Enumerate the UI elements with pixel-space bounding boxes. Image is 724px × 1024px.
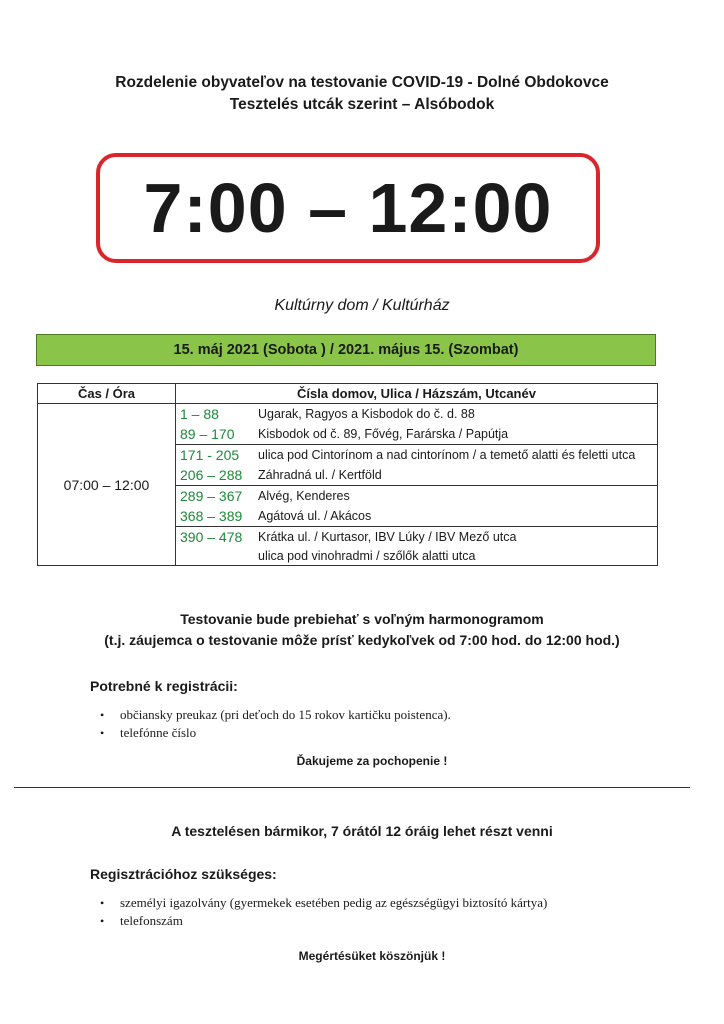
bullet-icon: • bbox=[100, 895, 105, 910]
date-band bbox=[36, 334, 656, 366]
list-item bbox=[100, 912, 547, 930]
house-range: 89 – 170 bbox=[180, 426, 235, 442]
house-range: 368 – 389 bbox=[180, 508, 243, 524]
house-range: 390 – 478 bbox=[180, 529, 243, 545]
list-item bbox=[100, 706, 451, 724]
req-text: telefonszám bbox=[120, 913, 183, 928]
date-text: 15. máj 2021 (Sobota ) / 2021. május 15. (Szombat) bbox=[173, 342, 519, 358]
house-range: 289 – 367 bbox=[180, 488, 243, 504]
hu-req-heading: Regisztrációhoz szükséges: bbox=[90, 866, 277, 882]
time-banner bbox=[96, 153, 600, 263]
street-desc: Ugarak, Ragyos a Kisbodok do č. d. 88 bbox=[258, 407, 475, 421]
street-desc: Krátka ul. / Kurtasor, IBV Lúky / IBV Mező utca bbox=[258, 530, 517, 544]
hu-note: A tesztelésen bármikor, 7 órától 12 óráig lehet részt venni bbox=[171, 823, 553, 839]
time-cell: 07:00 – 12:00 bbox=[38, 404, 176, 566]
venue: Kultúrny dom / Kultúrház bbox=[274, 297, 450, 314]
street-desc: Záhradná ul. / Kertföld bbox=[258, 468, 382, 482]
schedule-table bbox=[37, 383, 658, 566]
req-text: občiansky preukaz (pri deťoch do 15 rokov kartičku poistenca). bbox=[120, 707, 451, 722]
time-banner-text: 7:00 – 12:00 bbox=[143, 169, 553, 247]
title-line-1: Rozdelenie obyvateľov na testovanie COVID-19 - Dolné Obdokovce bbox=[115, 74, 609, 91]
house-range: 1 – 88 bbox=[180, 406, 219, 422]
req-text: telefónne číslo bbox=[120, 725, 197, 740]
table-group bbox=[176, 445, 658, 486]
table-row bbox=[176, 486, 657, 506]
table-group bbox=[176, 486, 658, 527]
table-group bbox=[176, 527, 658, 566]
street-desc-extra: ulica pod vinohradmi / szőlők alatti utca bbox=[258, 549, 476, 563]
bullet-icon: • bbox=[100, 707, 105, 722]
title-line-2: Tesztelés utcák szerint – Alsóbodok bbox=[229, 96, 495, 113]
sk-note-line-1: Testovanie bude prebiehať s voľným harmonogramom bbox=[180, 611, 544, 627]
sk-note-line-2: (t.j. záujemca o testovanie môže prísť kedykoľvek od 7:00 hod. do 12:00 hod.) bbox=[104, 632, 620, 648]
house-range: 206 – 288 bbox=[180, 467, 243, 483]
table-row bbox=[176, 445, 657, 465]
sk-thanks: Ďakujeme za pochopenie ! bbox=[296, 754, 448, 768]
hu-req-list bbox=[100, 894, 547, 930]
table-row bbox=[176, 404, 657, 424]
table-group bbox=[176, 404, 658, 445]
table-row bbox=[176, 465, 657, 485]
list-item bbox=[100, 724, 451, 742]
street-desc: ulica pod Cintorínom a nad cintorínom / a temető alatti és feletti utca bbox=[258, 448, 636, 462]
hu-thanks: Megértésüket köszönjük ! bbox=[298, 949, 446, 963]
sk-req-heading: Potrebné k registrácii: bbox=[90, 678, 238, 694]
street-desc: Alvég, Kenderes bbox=[258, 489, 350, 503]
bullet-icon: • bbox=[100, 913, 105, 928]
col-address-header: Čísla domov, Ulica / Házszám, Utcanév bbox=[176, 384, 658, 404]
section-divider bbox=[14, 787, 690, 788]
street-desc: Kisbodok od č. 89, Fővég, Farárska / Papútja bbox=[258, 427, 509, 441]
bullet-icon: • bbox=[100, 725, 105, 740]
table-row bbox=[176, 527, 657, 547]
table-row bbox=[176, 506, 657, 526]
table-header-row bbox=[38, 384, 658, 404]
list-item bbox=[100, 894, 547, 912]
house-range: 171 - 205 bbox=[180, 447, 240, 463]
req-text: személyi igazolvány (gyermekek esetében pedig az egészségügyi biztosító kártya) bbox=[120, 895, 548, 910]
street-desc: Agátová ul. / Akácos bbox=[258, 509, 372, 523]
sk-req-list bbox=[100, 706, 451, 742]
col-time-header: Čas / Óra bbox=[38, 384, 176, 404]
table-row bbox=[176, 424, 657, 444]
